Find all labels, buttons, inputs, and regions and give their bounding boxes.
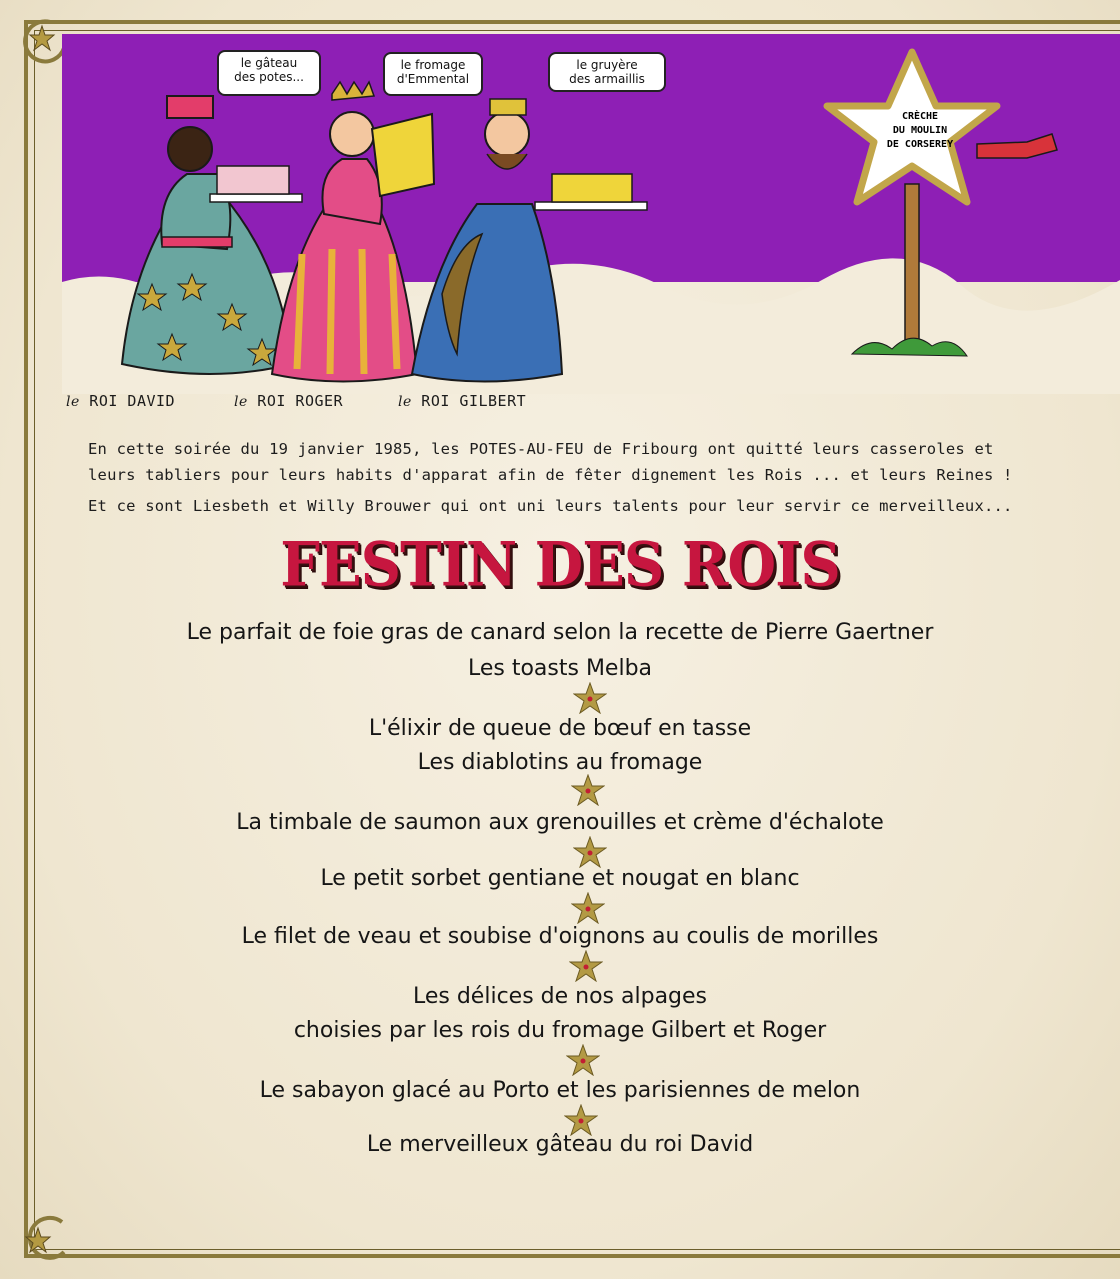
sign-line: CRÈCHE <box>901 111 939 122</box>
dish-sorbet: Le petit sorbet gentiane et nougat en blanc <box>320 866 800 891</box>
caption-name: ROI ROGER <box>257 392 344 410</box>
sign-line: DU MOULIN <box>892 125 948 136</box>
bubble-line: d'Emmental <box>396 72 470 86</box>
bubble-line: des armaillis <box>569 72 645 86</box>
star-separator-icon <box>571 774 605 806</box>
caption-prefix: le <box>66 394 80 410</box>
bubble-line: le fromage <box>400 58 466 72</box>
star-separator-icon <box>564 1104 598 1136</box>
dish-delices: Les délices de nos alpages <box>412 984 708 1009</box>
star-separator-icon <box>573 836 607 868</box>
sign-line: DE CORSEREY <box>886 139 954 150</box>
intro-line-3: Et ce sont Liesbeth et Willy Brouwer qui ont uni leurs talents pour leur servir ce merveilleux... <box>88 497 1013 515</box>
caption-name: ROI DAVID <box>89 392 176 410</box>
caption-prefix: le <box>234 394 248 410</box>
caption-king-gilbert <box>398 392 526 410</box>
star-separator-icon <box>573 682 607 714</box>
intro-line-1: En cette soirée du 19 janvier 1985, les POTES-AU-FEU de Fribourg ont quitté leurs casseroles et <box>88 440 994 458</box>
menu-title: FESTIN DES ROIS <box>280 529 840 601</box>
bubble-line: le gruyère <box>576 58 638 72</box>
caption-king-roger <box>234 392 343 410</box>
dish-timbale: La timbale de saumon aux grenouilles et crème d'échalote <box>236 810 884 835</box>
dish-sabayon: Le sabayon glacé au Porto et les parisiennes de melon <box>259 1078 861 1103</box>
caption-name: ROI GILBERT <box>421 392 527 410</box>
intro-line-2: leurs tabliers pour leurs habits d'apparat afin de fêter dignement les Rois ... et leurs Reines ! <box>88 466 1013 484</box>
dish-elixir: L'élixir de queue de bœuf en tasse <box>368 716 752 741</box>
dish-delices-note: choisies par les rois du fromage Gilbert et Roger <box>293 1018 827 1043</box>
dish-filet: Le filet de veau et soubise d'oignons au coulis de morilles <box>241 924 879 949</box>
corner-star-bottom-left <box>18 1212 72 1264</box>
dish-gateau: Le merveilleux gâteau du roi David <box>366 1132 754 1157</box>
star-separator-icon <box>569 950 603 982</box>
caption-king-david <box>66 392 175 410</box>
caption-prefix: le <box>398 394 412 410</box>
speech-bubble-roger <box>383 52 483 96</box>
bubble-line: des potes... <box>234 70 304 84</box>
dish-diablotins: Les diablotins au fromage <box>417 750 703 775</box>
speech-bubble-gilbert <box>548 52 666 92</box>
bubble-line: le gâteau <box>240 56 298 70</box>
dish-toasts: Les toasts Melba <box>467 656 653 681</box>
dish-foie-gras: Le parfait de foie gras de canard selon la recette de Pierre Gaertner <box>186 620 934 645</box>
star-separator-icon <box>566 1044 600 1076</box>
speech-bubble-david <box>217 50 321 96</box>
sign-text <box>870 110 970 152</box>
star-separator-icon <box>571 892 605 924</box>
